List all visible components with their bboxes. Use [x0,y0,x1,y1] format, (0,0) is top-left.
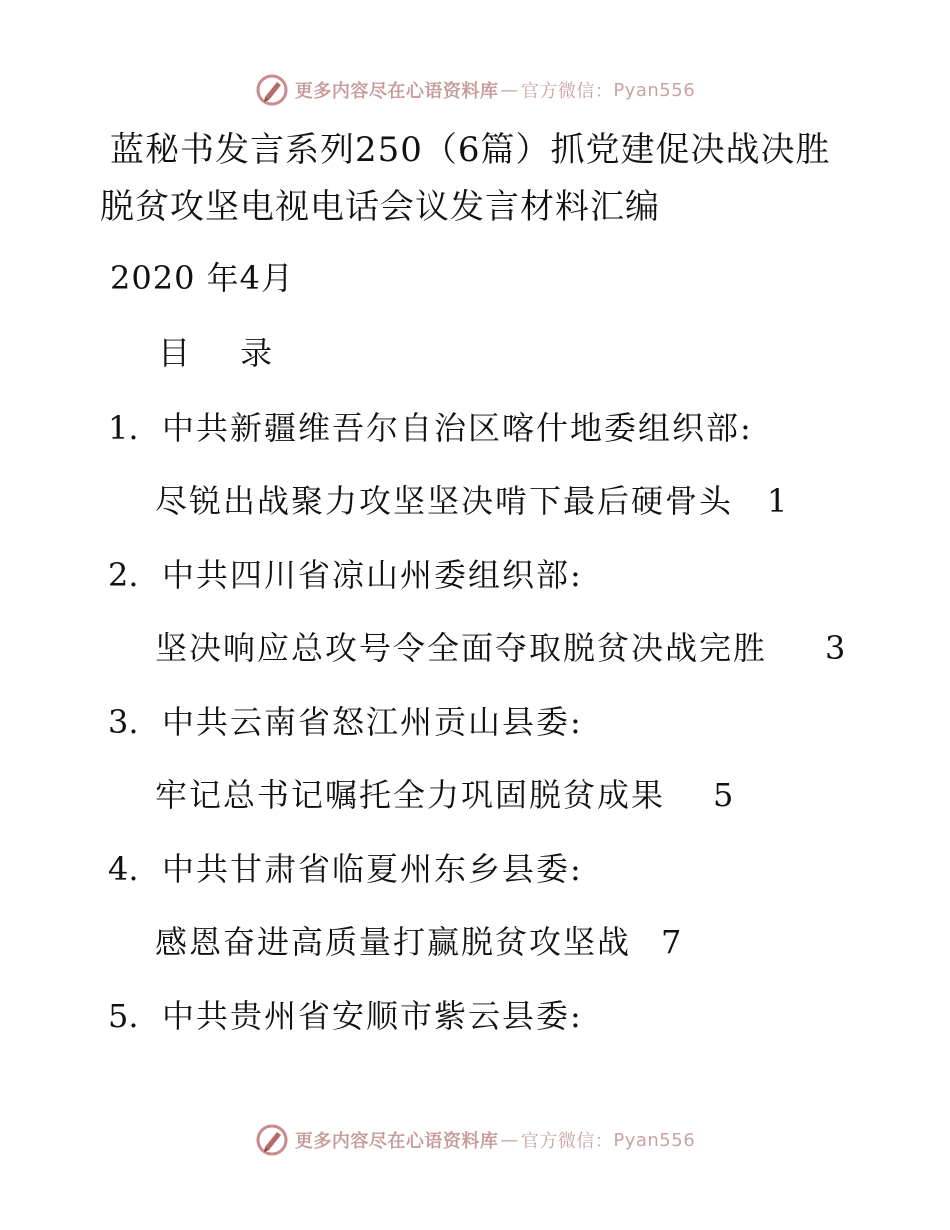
toc-entry-org [108,549,583,601]
toc-entry-number: 4. [108,850,139,888]
watermark-text: 更多内容尽在心语资料库 [294,1131,499,1152]
toc-entry-subtitle [155,769,733,821]
toc-entry-org-name: 中共甘肃省临夏州东乡县委: [162,850,583,888]
watermark-wechat-label: 官方微信： [520,81,614,102]
toc-entry-page: 3 [825,629,846,667]
toc-entry-org-name: 中共贵州省安顺市紫云县委: [162,997,583,1035]
watermark-footer [0,1120,950,1160]
toc-entry-org [108,696,583,748]
toc-entry-page: 7 [661,923,682,961]
toc-entry-org-name: 中共四川省凉山州委组织部: [162,556,583,594]
toc-entry-number: 1. [108,409,139,447]
toc-entry-subtitle-text: 坚决响应总攻号令全面夺取脱贫决战完胜 [155,629,768,667]
watermark-header [0,70,950,110]
document-date: 2020 年4月 [110,259,294,297]
toc-entry-org [108,843,583,895]
toc-entry-number: 3. [108,703,139,741]
pen-logo-icon [255,73,289,107]
watermark-wechat-id: Pyan556 [613,79,696,101]
document-title: 蓝秘书发言系列250（6篇）抓党建促决战决胜脱贫攻坚电视电话会议发言材料汇编 [100,130,831,227]
watermark-text: 更多内容尽在心语资料库 [294,81,499,102]
toc-entry-subtitle-text: 尽锐出战聚力攻坚坚决啃下最后硬骨头 [155,482,734,520]
toc-entry-org-name: 中共新疆维吾尔自治区喀什地委组织部: [162,409,753,447]
toc-entry-page: 1 [767,482,788,520]
toc-entry-org [108,990,583,1042]
toc-entry-subtitle [155,916,681,968]
toc-entry-org-name: 中共云南省怒江州贡山县委: [162,703,583,741]
toc-entry-subtitle [155,622,845,674]
toc-entry-org [108,402,753,454]
toc-entry-page: 5 [713,776,734,814]
pen-logo-icon [255,1123,289,1157]
toc-entry-subtitle [155,475,787,527]
toc-entry-subtitle-text: 感恩奋进高质量打赢脱贫攻坚战 [155,923,632,961]
watermark-wechat-label: 官方微信： [520,1131,614,1152]
toc-entry-number: 5. [108,997,139,1035]
watermark-dash: — [500,1129,519,1151]
watermark-dash: — [500,79,519,101]
toc-heading: 目 录 [158,334,293,372]
toc-entry-number: 2. [108,556,139,594]
toc-entry-subtitle-text: 牢记总书记嘱托全力巩固脱贫成果 [155,776,666,814]
watermark-wechat-id: Pyan556 [613,1129,696,1151]
